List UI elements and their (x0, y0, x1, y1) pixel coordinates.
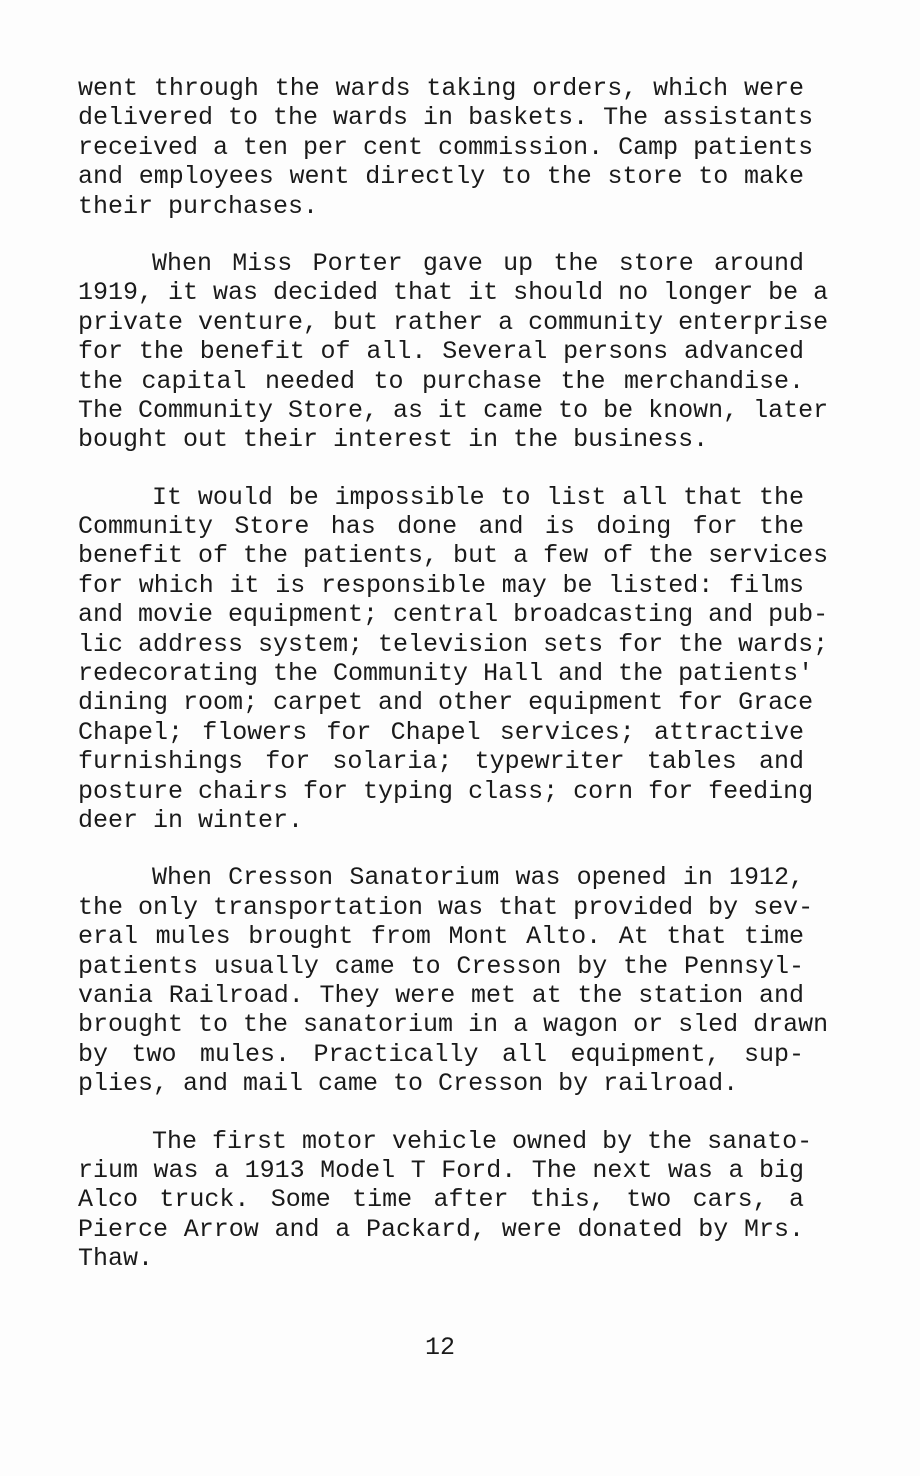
text-line: went through the wards taking orders, which were (78, 74, 804, 103)
text-line: their purchases. (78, 191, 319, 221)
text-line: and employees went directly to the store to make (78, 162, 804, 192)
text-line: delivered to the wards in baskets. The assistants (78, 103, 814, 133)
paragraph-4 (78, 863, 829, 1099)
text-line: posture chairs for typing class; corn for feeding (78, 776, 814, 806)
text-line: bought out their interest in the business. (78, 425, 709, 455)
paragraph-2 (78, 248, 829, 455)
text-line: rium was a 1913 Model T Ford. The next was a big (78, 1155, 804, 1185)
text-line: 1919, it was decided that it should no longer be a (78, 278, 829, 308)
paragraph-1 (78, 74, 814, 221)
text-line: Alco truck. Some time after this, two cars, a (78, 1185, 804, 1215)
text-line: Community Store has done and is doing for the (78, 512, 804, 542)
page-number: 12 (424, 1333, 455, 1362)
text-line: Chapel; flowers for Chapel services; attractive (78, 717, 804, 747)
body-text (78, 74, 829, 1301)
text-line: patients usually came to Cresson by the Pennsyl- (78, 951, 804, 981)
text-line: eral mules brought from Mont Alto. At that time (78, 922, 804, 952)
paragraph-5 (78, 1126, 813, 1274)
text-line: redecorating the Community Hall and the patients' (78, 659, 814, 689)
text-line: for the benefit of all. Several persons advanced (78, 337, 804, 367)
text-line: and movie equipment; central broadcasting and pub- (78, 600, 829, 630)
text-line: vania Railroad. They were met at the station and (78, 980, 804, 1010)
text-line: Thaw. (78, 1244, 154, 1274)
text-line: brought to the sanatorium in a wagon or sled drawn (78, 1010, 829, 1040)
text-line: dining room; carpet and other equipment for Grace (78, 688, 814, 718)
text-line: the capital needed to purchase the merchandise. (78, 366, 804, 396)
paragraph-3 (78, 482, 829, 836)
text-line: The Community Store, as it came to be known, later (78, 395, 829, 425)
text-line: the only transportation was that provided by sev- (78, 892, 814, 922)
text-line: deer in winter. (78, 805, 304, 835)
text-line: for which it is responsible may be listed: films (78, 570, 804, 600)
text-line: The first motor vehicle owned by the sanato- (152, 1126, 813, 1156)
text-line: by two mules. Practically all equipment, sup- (78, 1039, 804, 1069)
text-line: It would be impossible to list all that the (152, 482, 804, 512)
text-line: benefit of the patients, but a few of the services (78, 541, 829, 571)
text-line: plies, and mail came to Cresson by railroad. (78, 1069, 739, 1099)
text-line: received a ten per cent commission. Camp patients (78, 132, 814, 162)
text-line: private venture, but rather a community enterprise (78, 307, 829, 337)
text-line: When Miss Porter gave up the store around (152, 248, 804, 278)
text-line: Pierce Arrow and a Packard, were donated by Mrs. (78, 1214, 804, 1244)
text-line: lic address system; television sets for the wards; (78, 629, 829, 659)
text-line: When Cresson Sanatorium was opened in 1912, (152, 863, 804, 893)
text-line: furnishings for solaria; typewriter tables and (78, 747, 804, 777)
